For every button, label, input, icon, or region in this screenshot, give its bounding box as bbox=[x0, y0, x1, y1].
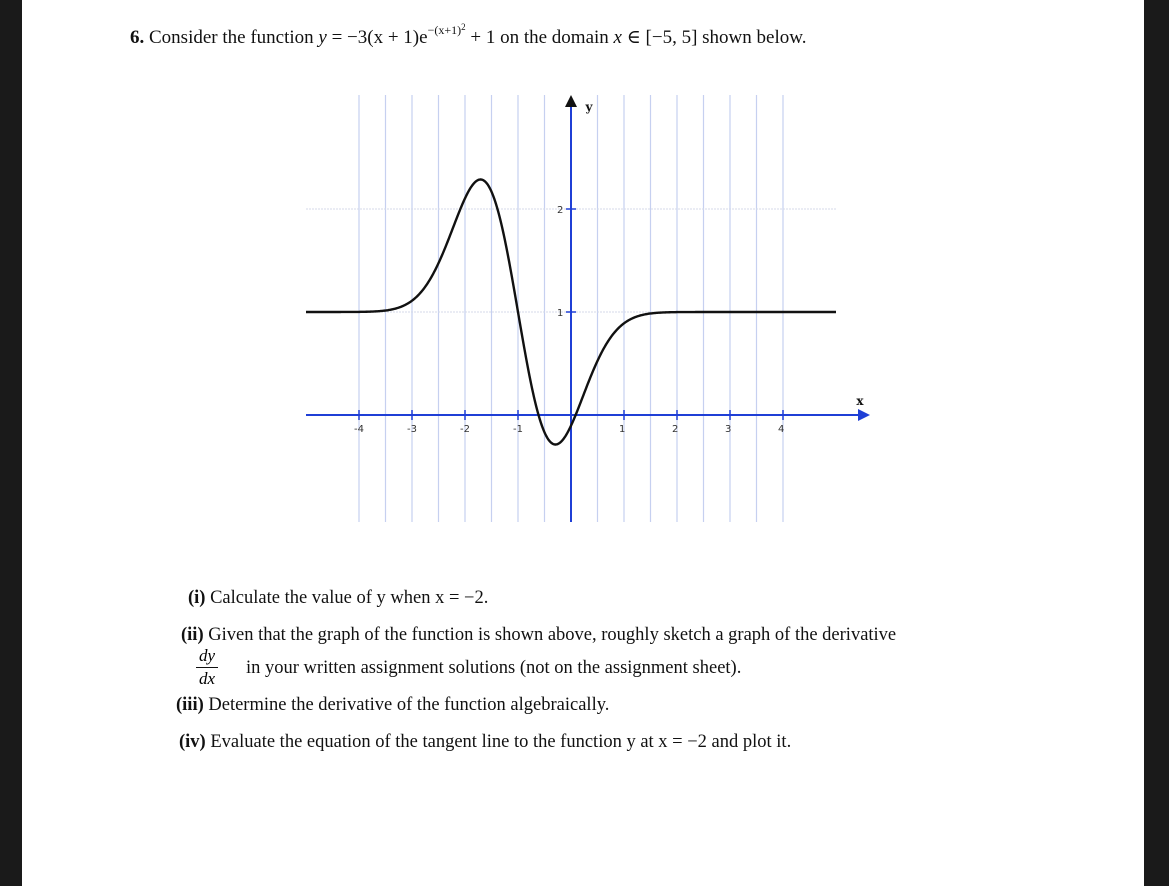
function-constant: + 1 bbox=[470, 27, 496, 48]
part-i-label: (i) bbox=[188, 588, 206, 608]
x-tick-label: -3 bbox=[407, 424, 417, 435]
part-ii bbox=[181, 625, 896, 646]
part-iv-label: (iv) bbox=[179, 732, 206, 752]
x-axis-label: x bbox=[856, 394, 864, 408]
fraction-numerator: dy bbox=[198, 646, 216, 665]
y-tick-label: 1 bbox=[557, 308, 564, 319]
part-iii bbox=[176, 695, 609, 716]
x-tick-label: 1 bbox=[619, 424, 626, 435]
x-tick-label: 3 bbox=[725, 424, 732, 435]
domain-set: ∈ [−5, 5] bbox=[626, 27, 698, 48]
part-ii-text2: in your written assignment solutions (not on the assignment sheet). bbox=[246, 658, 742, 678]
x-tick-label: 2 bbox=[672, 424, 679, 435]
part-i-text: Calculate the value of y when x = −2. bbox=[210, 588, 489, 608]
domain-variable: x bbox=[613, 27, 622, 48]
part-i bbox=[188, 588, 488, 609]
y-axis-label: y bbox=[585, 100, 593, 114]
x-tick-label: -2 bbox=[460, 424, 470, 435]
part-ii-label: (ii) bbox=[181, 625, 204, 645]
x-tick-label: -1 bbox=[513, 424, 523, 435]
y-axis-arrow bbox=[565, 95, 577, 107]
function-expression: −3(x + 1)e bbox=[347, 27, 428, 48]
x-tick-label: 4 bbox=[778, 424, 785, 435]
fraction-bar bbox=[196, 667, 218, 668]
part-iii-label: (iii) bbox=[176, 695, 204, 715]
exponent: −(x+1) bbox=[427, 23, 462, 37]
part-iv-text: Evaluate the equation of the tangent line to the function y at x = −2 and plot it. bbox=[210, 732, 792, 752]
equals-sign: = bbox=[331, 27, 343, 48]
part-ii-continued bbox=[246, 658, 741, 679]
domain-end: shown below. bbox=[702, 27, 807, 48]
part-ii-text: Given that the graph of the function is shown above, roughly sketch a graph of the derivative bbox=[208, 625, 897, 645]
domain-text: on the domain bbox=[500, 27, 609, 48]
x-tick-label: -4 bbox=[354, 424, 364, 435]
x-axis-arrow bbox=[858, 409, 870, 421]
question-intro: Consider the function bbox=[149, 27, 314, 48]
fraction-denominator: dx bbox=[198, 669, 216, 688]
derivative-fraction bbox=[196, 646, 218, 689]
exponent-power: 2 bbox=[461, 22, 466, 32]
part-iii-text: Determine the derivative of the function algebraically. bbox=[208, 695, 610, 715]
y-tick-label: 2 bbox=[557, 205, 564, 216]
lhs-variable: y bbox=[318, 27, 327, 48]
question-number: 6. bbox=[130, 27, 145, 48]
part-iv bbox=[179, 732, 791, 753]
